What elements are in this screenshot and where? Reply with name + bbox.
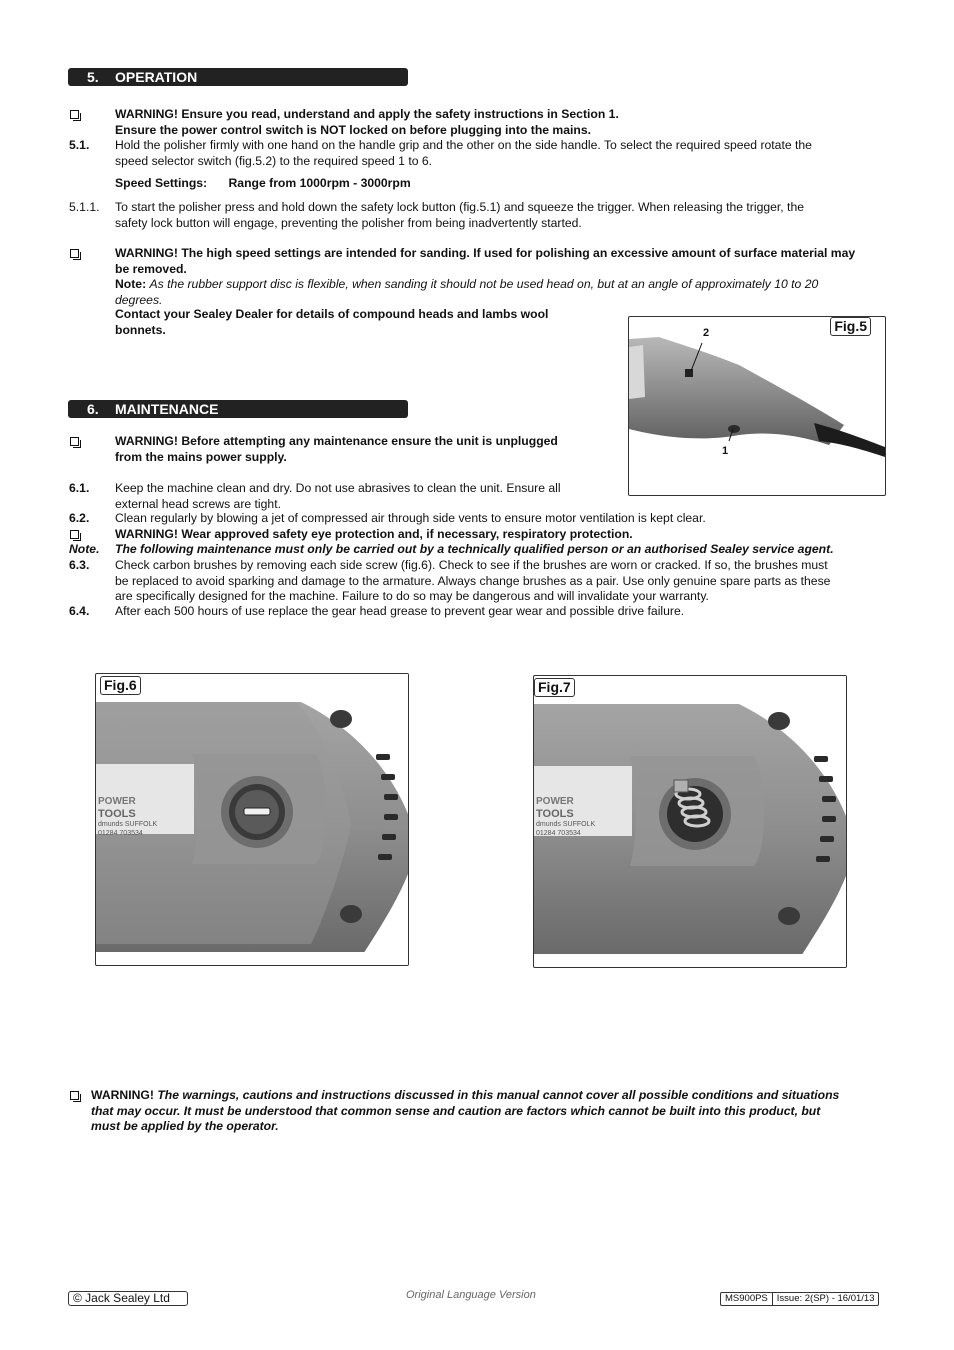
section-title: MAINTENANCE xyxy=(115,401,219,417)
plate-text: dmunds SUFFOLK xyxy=(98,821,158,828)
maintenance-warning-1 xyxy=(69,434,594,466)
note-text: degrees. xyxy=(115,292,163,307)
warning-text: WARNING! The high speed settings are intended for sanding. If used for polishing an excessive amount of surface material may xyxy=(115,246,856,260)
warning-text: WARNING! Ensure you read, understand and apply the safety instructions in Section 1. xyxy=(115,107,619,121)
speed-settings xyxy=(69,176,884,192)
step-number: 6.2. xyxy=(69,511,90,525)
plate-brand: POWER xyxy=(536,796,574,807)
plate-brand: POWER xyxy=(98,796,136,807)
warning-text: must be applied by the operator. xyxy=(91,1119,279,1133)
copyright: © Jack Sealey Ltd xyxy=(68,1291,188,1306)
operation-note xyxy=(69,277,884,309)
figure-label: Fig.5 xyxy=(830,317,871,336)
step-6-4 xyxy=(69,604,884,620)
warning-text: that may occur. It must be understood that common sense and caution are factors which cannot be built into this product, but xyxy=(91,1103,821,1118)
contact-text: Contact your Sealey Dealer for details of compound heads and lambs wool xyxy=(115,307,549,321)
step-6-3 xyxy=(69,558,884,606)
step-number: 6.4. xyxy=(69,604,90,618)
step-5-1 xyxy=(69,138,884,170)
callout-2: 2 xyxy=(703,327,710,339)
section-header-maintenance xyxy=(68,400,408,418)
warning-text: Ensure the power control switch is NOT locked on before plugging into the mains. xyxy=(115,122,592,137)
checkbox-bullet-icon xyxy=(70,530,79,539)
callout-1: 1 xyxy=(722,445,729,457)
figure-label: Fig.6 xyxy=(100,676,141,695)
warning-text: be removed. xyxy=(115,261,187,276)
step-6-2 xyxy=(69,511,884,527)
step-text: Hold the polisher firmly with one hand on the handle grip and the other on the side handle. To select the required speed rotate the xyxy=(115,138,812,152)
step-number: 6.3. xyxy=(69,558,90,572)
plate-text: 01284 703534 xyxy=(536,830,581,837)
section-number: 5. xyxy=(87,69,99,85)
step-text: Check carbon brushes by removing each side screw (fig.6). Check to see if the brushes are worn or cracked. If so, the brushes must xyxy=(115,558,828,572)
warning-label: WARNING! xyxy=(91,1088,154,1102)
step-text: be replaced to avoid sparking and damage to the armature. Always change brushes as a pair. Use only genuine spare parts as these xyxy=(115,573,831,588)
figure-7 xyxy=(533,675,847,968)
figure-5 xyxy=(628,316,886,496)
step-text: external head screws are tight. xyxy=(115,496,281,511)
warning-text: from the mains power supply. xyxy=(115,449,287,464)
operation-warning-1 xyxy=(69,107,884,139)
figure-6 xyxy=(95,673,409,966)
checkbox-bullet-icon xyxy=(70,437,79,446)
language-version: Original Language Version xyxy=(406,1289,536,1301)
maintenance-warning-2 xyxy=(69,527,884,543)
step-number: 5.1. xyxy=(69,138,90,152)
step-number: 6.1. xyxy=(69,481,90,495)
contact-text: bonnets. xyxy=(115,322,166,337)
note-label: Note: xyxy=(115,277,147,291)
issue-date: Issue: 2(SP) - 16/01/13 xyxy=(776,1293,875,1304)
note-text: The following maintenance must only be carried out by a technically qualified person or an authorised Sealey service agent. xyxy=(115,542,834,556)
checkbox-bullet-icon xyxy=(70,249,79,258)
step-text: To start the polisher press and hold down the safety lock button (fig.5.1) and squeeze the trigger. When releasing the trigger, the xyxy=(115,200,805,214)
note-text: As the rubber support disc is flexible, when sanding it should not be used head on, but at an angle of approximately 10 to 20 xyxy=(149,277,819,291)
contact-dealer-note xyxy=(69,307,594,339)
step-text: speed selector switch (fig.5.2) to the required speed 1 to 6. xyxy=(115,153,433,168)
step-text: are specifically designed for the machine. Failure to do so may be dangerous and will invalidate your warranty. xyxy=(115,589,709,603)
speed-value: Range from 1000rpm - 3000rpm xyxy=(228,176,411,190)
section-number: 6. xyxy=(87,401,99,417)
plate-text: 01284 703534 xyxy=(98,830,143,837)
step-text: Clean regularly by blowing a jet of compressed air through side vents to ensure motor ventilation is kept clear. xyxy=(115,511,706,525)
plate-brand: TOOLS xyxy=(536,808,574,820)
warning-text: The warnings, cautions and instructions discussed in this manual cannot cover all possible conditions and situations xyxy=(157,1088,840,1102)
step-6-1 xyxy=(69,481,599,513)
note-label: Note. xyxy=(69,542,100,556)
model-number: MS900PS xyxy=(721,1293,773,1305)
step-text: After each 500 hours of use replace the gear head grease to prevent gear wear and possible drive failure. xyxy=(115,604,685,618)
warning-text: WARNING! Wear approved safety eye protection and, if necessary, respiratory protection. xyxy=(115,527,633,541)
step-text: Keep the machine clean and dry. Do not use abrasives to clean the unit. Ensure all xyxy=(115,481,561,495)
checkbox-bullet-icon xyxy=(70,110,79,119)
warning-text: WARNING! Before attempting any maintenance ensure the unit is unplugged xyxy=(115,434,558,448)
figure-label: Fig.7 xyxy=(534,678,575,697)
plate-brand: TOOLS xyxy=(98,808,136,820)
document-reference xyxy=(720,1292,879,1306)
polisher-handle-image xyxy=(629,317,885,495)
step-number: 5.1.1. xyxy=(69,200,100,214)
step-text: safety lock button will engage, preventing the polisher from being inadvertently started. xyxy=(115,215,582,230)
speed-label: Speed Settings: xyxy=(115,176,208,190)
maintenance-note xyxy=(69,542,884,558)
section-title: OPERATION xyxy=(115,69,198,85)
section-header-operation xyxy=(68,68,408,86)
checkbox-bullet-icon xyxy=(70,1091,79,1100)
plate-text: dmunds SUFFOLK xyxy=(536,821,596,828)
operation-warning-2 xyxy=(69,246,884,278)
step-5-1-1 xyxy=(69,200,884,232)
